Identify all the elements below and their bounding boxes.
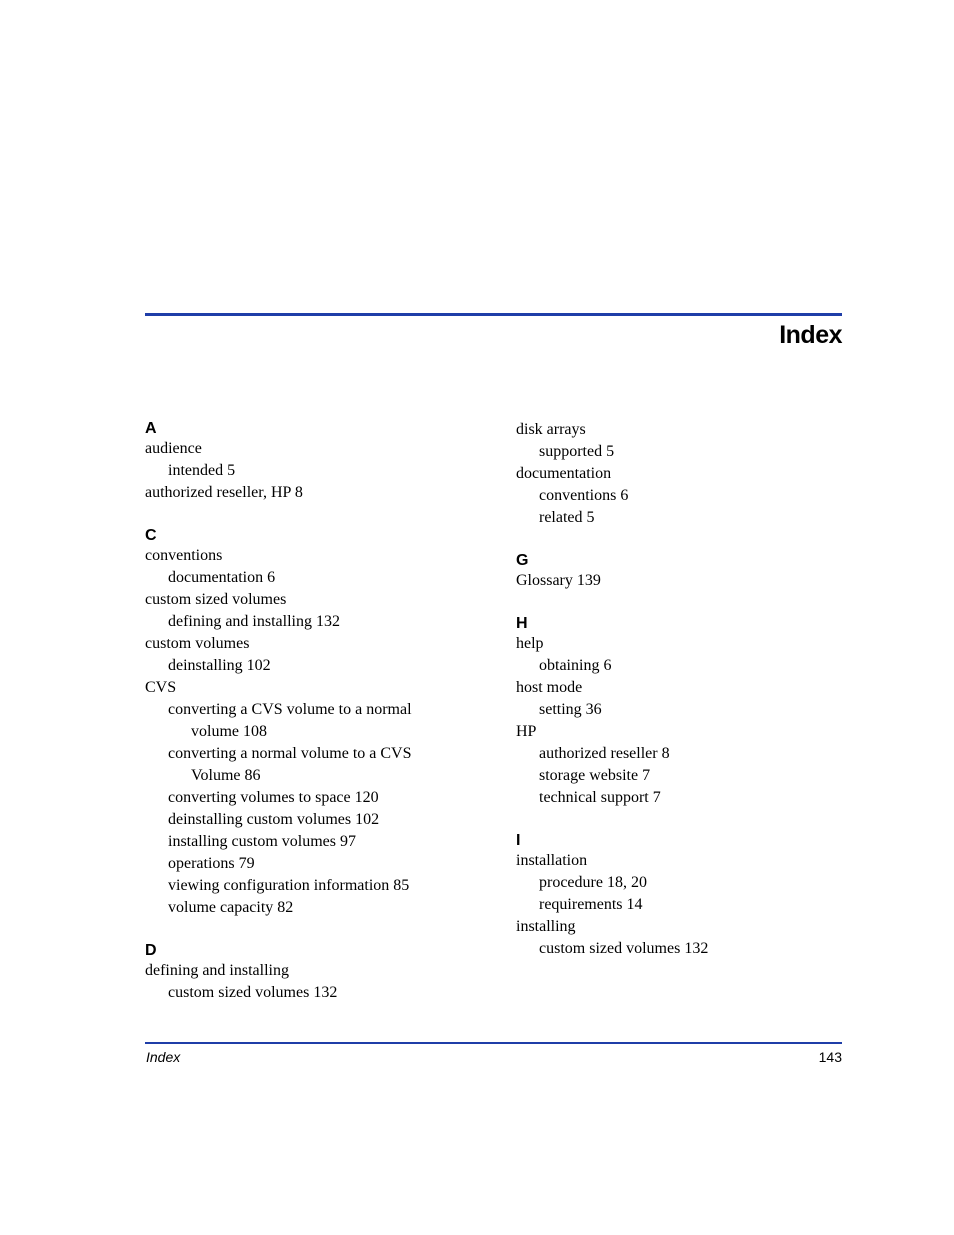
index-letter-h: H xyxy=(516,615,528,632)
index-subentry: deinstalling custom volumes 102 xyxy=(168,811,380,828)
index-subentry xyxy=(145,743,465,787)
index-subentry: deinstalling 102 xyxy=(168,657,271,674)
index-subentry: documentation 6 xyxy=(168,569,276,586)
index-column-right xyxy=(516,419,836,960)
index-subentry: related 5 xyxy=(539,509,595,526)
index-subentry: authorized reseller 8 xyxy=(539,745,670,762)
index-entry: HP xyxy=(516,723,537,740)
index-entry: Glossary 139 xyxy=(516,572,601,589)
index-entry: defining and installing xyxy=(145,962,289,979)
index-subentry: intended 5 xyxy=(168,462,236,479)
index-letter-a: A xyxy=(145,420,157,437)
page-title: Index xyxy=(779,321,842,349)
index-subentry: volume capacity 82 xyxy=(168,899,294,916)
index-subentry-line: converting a CVS volume to a normal xyxy=(168,701,412,718)
index-entry: audience xyxy=(145,440,202,457)
index-subentry: technical support 7 xyxy=(539,789,661,806)
index-entry: installing xyxy=(516,918,576,935)
index-entry: disk arrays xyxy=(516,421,586,438)
index-entry: help xyxy=(516,635,544,652)
index-subentry: installing custom volumes 97 xyxy=(168,833,356,850)
index-subentry-line: converting a normal volume to a CVS xyxy=(168,745,412,762)
index-subentry-continuation: Volume 86 xyxy=(191,767,261,784)
index-entry: custom volumes xyxy=(145,635,250,652)
index-subentry: storage website 7 xyxy=(539,767,651,784)
footer-rule xyxy=(145,1042,842,1044)
index-column-left xyxy=(145,419,465,1004)
index-letter-g: G xyxy=(516,552,529,569)
index-subentry: custom sized volumes 132 xyxy=(539,940,709,957)
index-letter-i: I xyxy=(516,832,521,849)
index-entry: authorized reseller, HP 8 xyxy=(145,484,303,501)
index-subentry: procedure 18, 20 xyxy=(539,874,647,891)
index-entry: CVS xyxy=(145,679,177,696)
index-subentry: requirements 14 xyxy=(539,896,643,913)
index-letter-d: D xyxy=(145,942,157,959)
index-subentry xyxy=(145,699,465,743)
index-subentry-continuation: volume 108 xyxy=(191,723,267,740)
header-rule xyxy=(145,313,842,316)
index-subentry: operations 79 xyxy=(168,855,255,872)
index-entry: host mode xyxy=(516,679,583,696)
index-subentry: setting 36 xyxy=(539,701,602,718)
index-entry: conventions xyxy=(145,547,223,564)
index-subentry: obtaining 6 xyxy=(539,657,612,674)
index-subentry: supported 5 xyxy=(539,443,615,460)
index-subentry: converting volumes to space 120 xyxy=(168,789,379,806)
index-subentry: defining and installing 132 xyxy=(168,613,340,630)
footer-section-label: Index xyxy=(146,1049,181,1065)
index-entry: installation xyxy=(516,852,588,869)
index-entry: documentation xyxy=(516,465,612,482)
index-subentry: viewing configuration information 85 xyxy=(168,877,410,894)
index-letter-c: C xyxy=(145,527,157,544)
page-number: 143 xyxy=(818,1049,842,1065)
index-subentry: conventions 6 xyxy=(539,487,629,504)
index-entry: custom sized volumes xyxy=(145,591,287,608)
index-subentry: custom sized volumes 132 xyxy=(168,984,338,1001)
